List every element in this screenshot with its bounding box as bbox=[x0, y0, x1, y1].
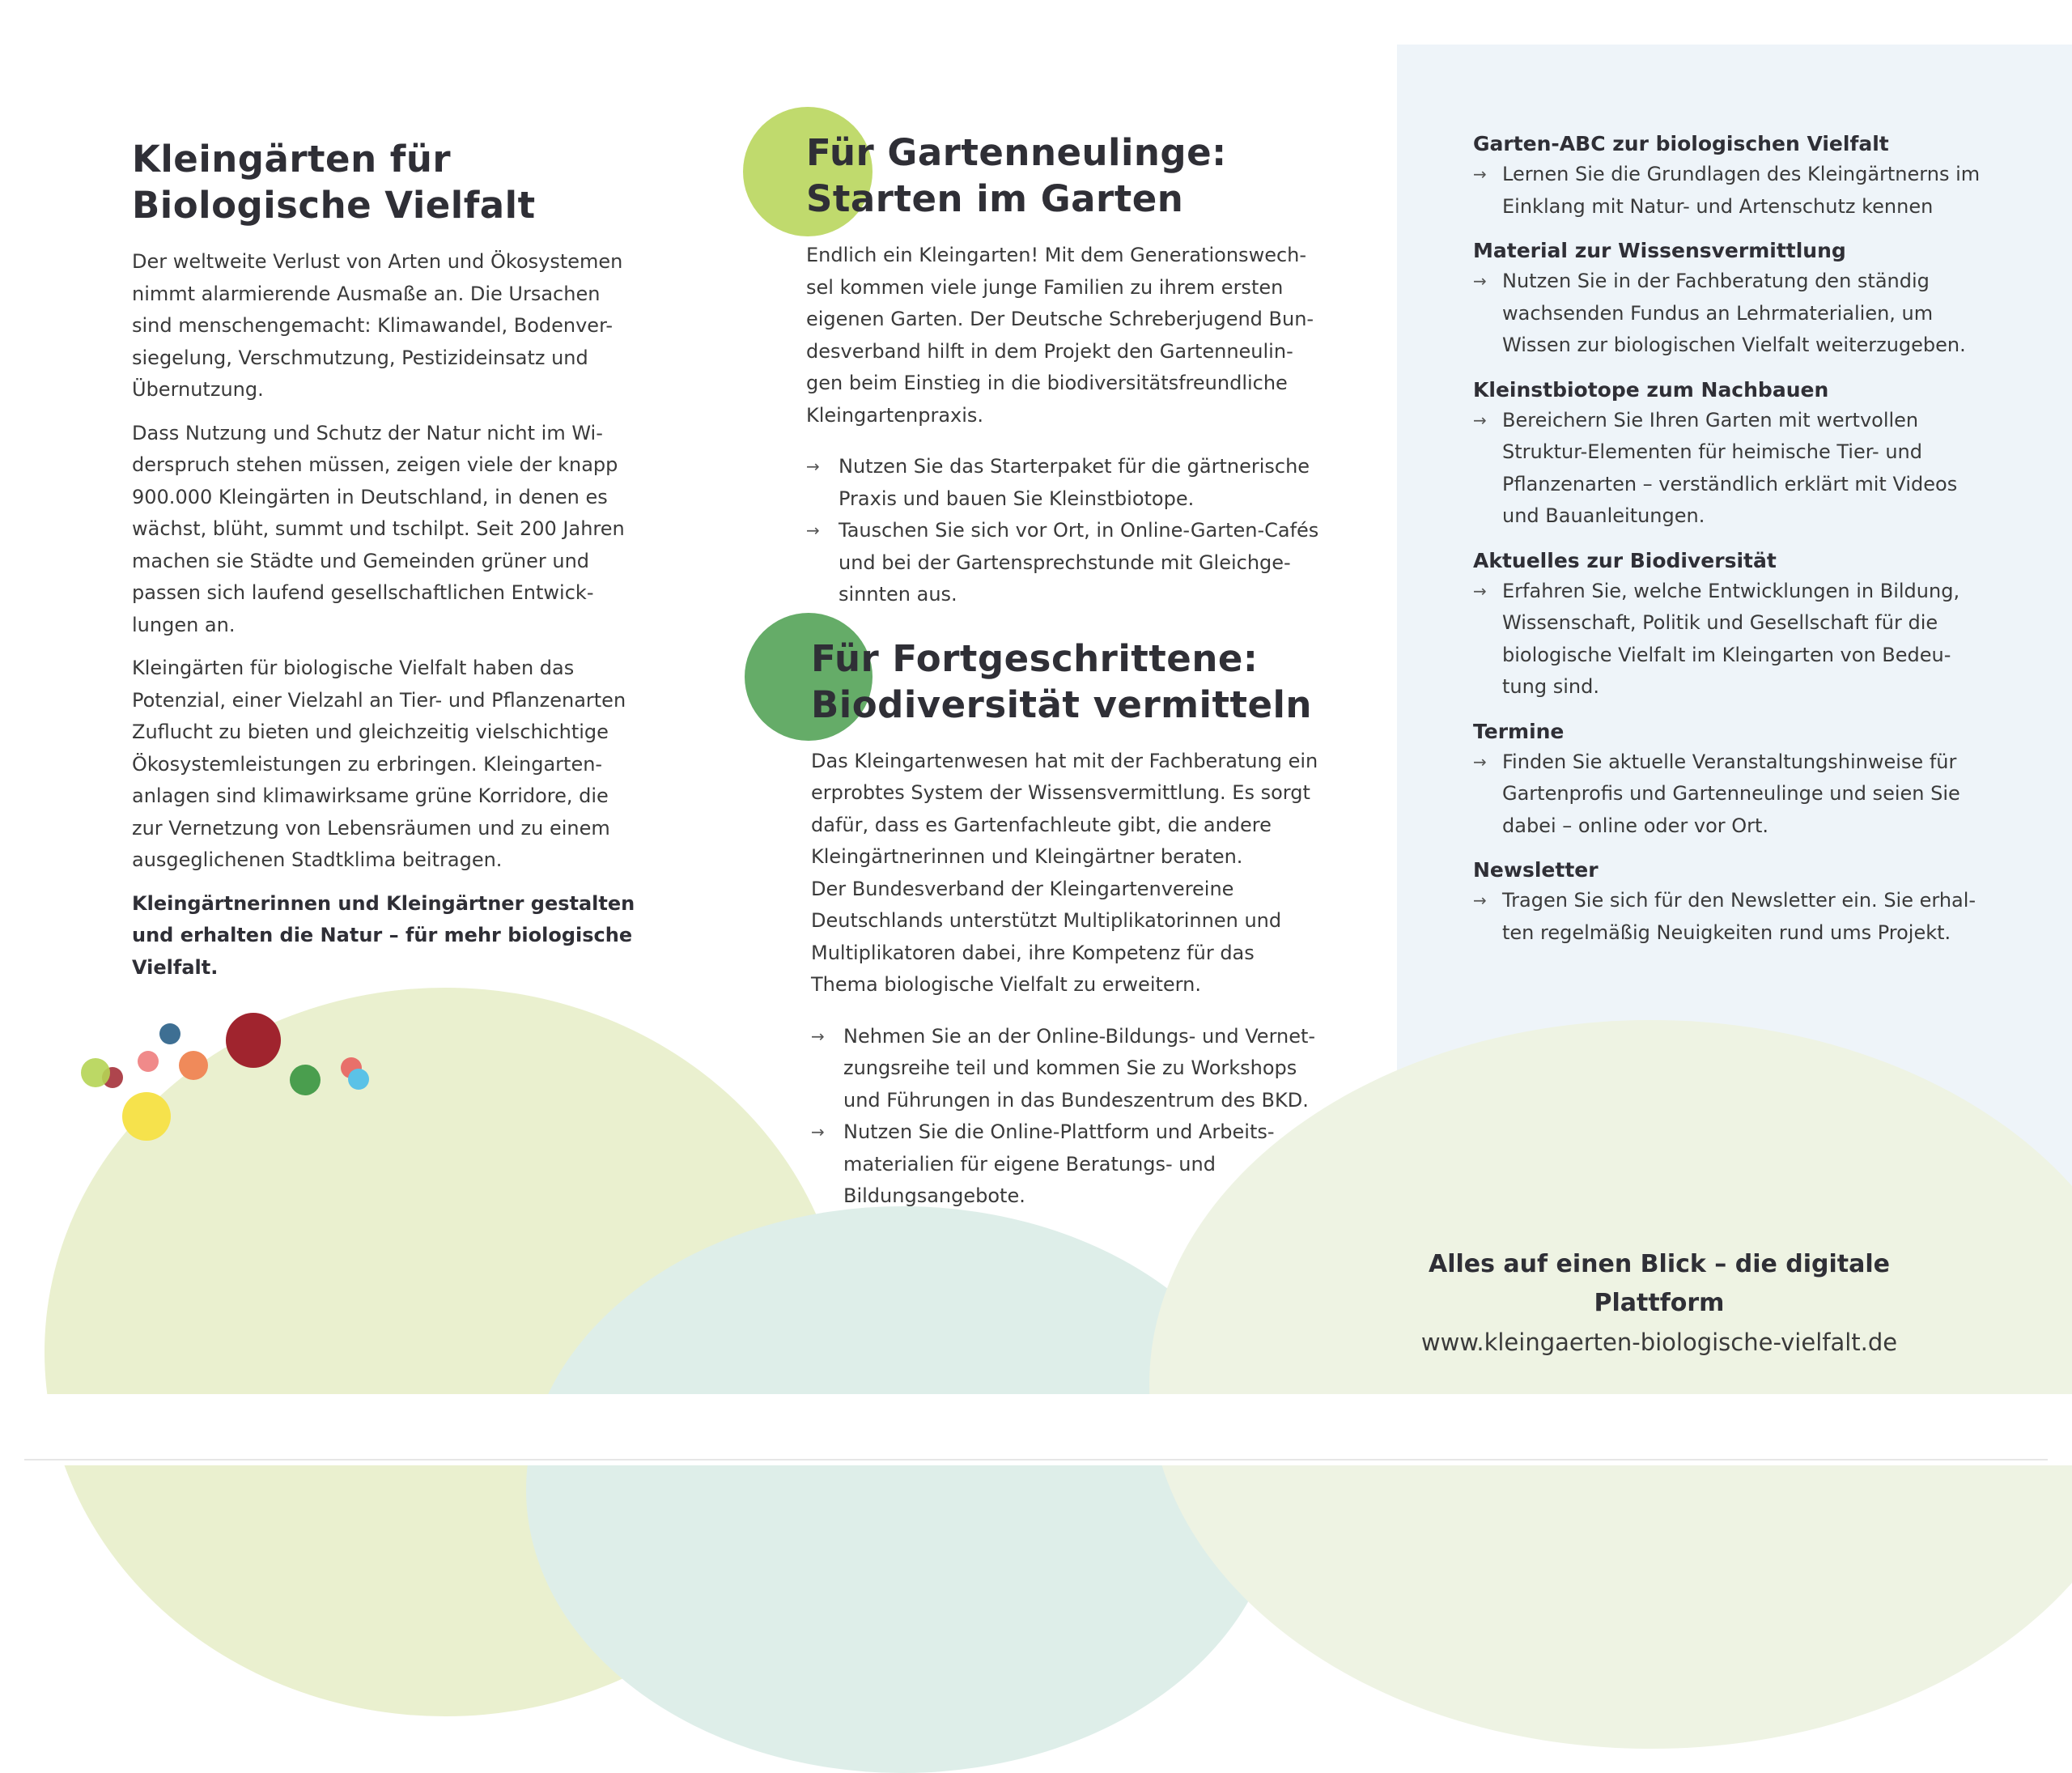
feature-teaching-material bbox=[1473, 236, 1991, 362]
dot-pink bbox=[138, 1051, 159, 1072]
page-edge-line bbox=[24, 1459, 2048, 1460]
dot-blue bbox=[159, 1023, 180, 1044]
feature-events bbox=[1473, 717, 1991, 843]
feature-newsletter bbox=[1473, 856, 1991, 949]
feature-text: Erfahren Sie, welche Entwicklungen in Bildung, Wissenschaft, Politik und Gesellschaft für die biologische Vielfalt im Kleingarten von Bedeu- tung sind. bbox=[1502, 579, 1960, 698]
feature-micro-biotopes bbox=[1473, 376, 1991, 533]
dot-yellow bbox=[122, 1092, 171, 1141]
intro-column bbox=[132, 136, 650, 995]
feature-text: Lernen Sie die Grundlagen des Kleingärtnerns im Einklang mit Natur- und Artenschutz kennen bbox=[1502, 163, 1981, 218]
platform-footer bbox=[1368, 1245, 1951, 1362]
intro-closing-statement: Kleingärtnerinnen und Kleingärtner gestalten und erhalten die Natur – für mehr biologische Vielfalt. bbox=[132, 891, 635, 979]
beginners-list bbox=[806, 451, 1332, 611]
beginners-paragraph: Endlich ein Kleingarten! Mit dem Generationswech- sel kommen viele junge Familien zu ihrem ersten eigenen Garten. Der Deutsche Schreberjugend Bun- desverband hilft in dem Projekt den Gartenneulin- gen beim Einstieg in die biodiversitätsfreundliche Kleingartenpraxis. bbox=[806, 244, 1314, 427]
feature-title: Newsletter bbox=[1473, 858, 1599, 882]
feature-item bbox=[1473, 746, 1991, 843]
intro-paragraph-2: Dass Nutzung und Schutz der Natur nicht im Wi- derspruch stehen müssen, zeigen viele der knapp 900.000 Kleingärten in Deutschland, in denen es wächst, blüht, summt und tschilpt. Seit 200 Jahren machen sie Städte und Gemeinden grüner und passen sich laufend gesellschaftlichen Entwick- lungen an. bbox=[132, 421, 625, 636]
arrow-right-icon: → bbox=[811, 1026, 825, 1046]
advanced-paragraph-1: Das Kleingartenwesen hat mit der Fachberatung ein erprobtes System der Wissensvermittlung. Es sorgt dafür, dass es Gartenfachleute gibt, die andere Kleingärtnerinnen und Kleingärtner beraten. bbox=[811, 749, 1318, 868]
list-item bbox=[806, 515, 1332, 611]
feature-title: Garten-ABC zur biologischen Vielfalt bbox=[1473, 132, 1889, 155]
arrow-right-icon: → bbox=[806, 521, 820, 540]
dot-lightgreen bbox=[81, 1058, 110, 1087]
list-item-text: Nutzen Sie die Online-Plattform und Arbeits- materialien für eigene Beratungs- und Bildungsangebote. bbox=[843, 1120, 1275, 1207]
feature-item bbox=[1473, 576, 1991, 704]
feature-text: Tragen Sie sich für den Newsletter ein. Sie erhal- ten regelmäßig Neuigkeiten rund ums Projekt. bbox=[1502, 889, 1976, 944]
advanced-paragraph-2: Der Bundesverband der Kleingartenvereine Deutschlands unterstützt Multiplikatorinnen und Multiplikatoren dabei, ihre Kompetenz für das Thema biologische Vielfalt zu erweitern. bbox=[811, 877, 1282, 996]
feature-title: Kleinstbiotope zum Nachbauen bbox=[1473, 377, 1829, 402]
intro-title-line2: Biologische Vielfalt bbox=[132, 184, 536, 227]
beginners-title-line2: Starten im Garten bbox=[806, 177, 1184, 220]
target-groups-column bbox=[806, 130, 1332, 1213]
advanced-title bbox=[811, 636, 1332, 728]
dot-green bbox=[290, 1065, 321, 1095]
feature-news bbox=[1473, 546, 1991, 704]
arrow-right-icon: → bbox=[811, 1122, 825, 1142]
arrow-right-icon: → bbox=[806, 457, 820, 476]
page-bottom-margin bbox=[0, 1394, 2072, 1465]
feature-title: Material zur Wissensvermittlung bbox=[1473, 239, 1846, 262]
advanced-section bbox=[806, 636, 1332, 1213]
feature-garden-abc bbox=[1473, 130, 1991, 223]
advanced-title-line1: Für Fortgeschrittene: bbox=[811, 636, 1259, 680]
dot-darkred-large bbox=[226, 1013, 281, 1068]
beginners-section bbox=[806, 130, 1332, 611]
advanced-list bbox=[811, 1021, 1332, 1213]
intro-title bbox=[132, 136, 650, 228]
feature-item bbox=[1473, 266, 1991, 362]
intro-title-line1: Kleingärten für bbox=[132, 138, 452, 181]
arrow-right-icon: → bbox=[1473, 410, 1487, 430]
list-item bbox=[806, 451, 1332, 515]
arrow-right-icon: → bbox=[1473, 164, 1487, 184]
dot-orange bbox=[179, 1051, 208, 1080]
feature-item bbox=[1473, 159, 1991, 223]
platform-url-link[interactable]: www.kleingaerten-biologische-vielfalt.de bbox=[1420, 1329, 1898, 1356]
arrow-right-icon: → bbox=[1473, 751, 1487, 772]
feature-text: Nutzen Sie in der Fachberatung den ständig wachsenden Fundus an Lehrmaterialien, um Wissen zur biologischen Vielfalt weiterzugeben. bbox=[1502, 270, 1966, 356]
feature-text: Finden Sie aktuelle Veranstaltungshinweise für Gartenprofis und Gartenneulinge und seien Sie dabei – online oder vor Ort. bbox=[1502, 750, 1960, 837]
list-item-text: Tauschen Sie sich vor Ort, in Online-Garten-Cafés und bei der Gartensprechstunde mit Gleichge- sinnten aus. bbox=[839, 519, 1319, 606]
platform-features-column bbox=[1473, 130, 1991, 963]
footer-title: Alles auf einen Blick – die digitale Plattform bbox=[1429, 1250, 1890, 1317]
dot-cyan bbox=[348, 1069, 369, 1090]
beginners-title bbox=[806, 130, 1332, 222]
list-item bbox=[811, 1116, 1332, 1213]
intro-paragraph-3: Kleingärten für biologische Vielfalt haben das Potenzial, einer Vielzahl an Tier- und Pflanzenarten Zuflucht zu bieten und gleichzeitig vielschichtige Ökosystemleistungen zu erbringen. Kleingarten- anlagen sind klimawirksame grüne Korridore, die zur Vernetzung von Lebensräumen und zu einem ausgeglichenen Stadtklima beitragen. bbox=[132, 657, 626, 871]
list-item-text: Nehmen Sie an der Online-Bildungs- und Vernet- zungsreihe teil und kommen Sie zu Workshops und Führungen in das Bundeszentrum des BKD. bbox=[843, 1024, 1316, 1112]
list-item-text: Nutzen Sie das Starterpaket für die gärtnerische Praxis und bauen Sie Kleinstbiotope. bbox=[839, 455, 1310, 510]
advanced-title-line2: Biodiversität vermitteln bbox=[811, 682, 1312, 726]
feature-text: Bereichern Sie Ihren Garten mit wertvollen Struktur-Elementen für heimische Tier- und Pflanzenarten – verständlich erklärt mit Videos und Bauanleitungen. bbox=[1502, 408, 1958, 527]
arrow-right-icon: → bbox=[1473, 891, 1487, 910]
list-item bbox=[811, 1021, 1332, 1117]
arrow-right-icon: → bbox=[1473, 271, 1487, 291]
beginners-title-line1: Für Gartenneulinge: bbox=[806, 131, 1227, 174]
feature-title: Aktuelles zur Biodiversität bbox=[1473, 548, 1777, 572]
feature-item bbox=[1473, 885, 1991, 949]
feature-title: Termine bbox=[1473, 719, 1565, 743]
intro-paragraph-1: Der weltweite Verlust von Arten und Ökosystemen nimmt alarmierende Ausmaße an. Die Ursachen sind menschengemacht: Klimawandel, Bodenver- siegelung, Verschmutzung, Pestizideinsatz und Übernutzung. bbox=[132, 250, 623, 401]
feature-item bbox=[1473, 405, 1991, 533]
arrow-right-icon: → bbox=[1473, 580, 1487, 601]
